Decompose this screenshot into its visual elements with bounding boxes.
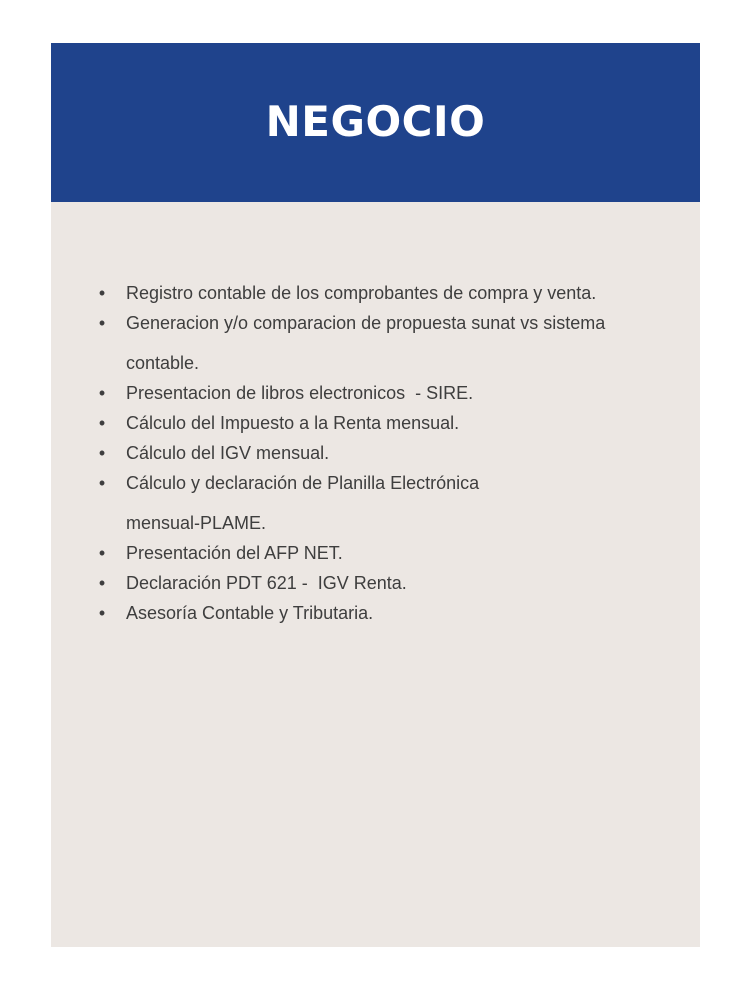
bullet-icon: • (98, 283, 106, 303)
bullet-icon: • (98, 473, 106, 493)
service-text: Registro contable de los comprobantes de compra y venta. (126, 283, 597, 303)
list-item (97, 303, 671, 383)
bullet-icon: • (98, 313, 106, 333)
service-card (51, 43, 700, 947)
bullet-icon: • (98, 383, 106, 403)
card-header (51, 43, 700, 202)
service-text: Cálculo y declaración de Planilla Electrónica mensual-PLAME. (126, 473, 480, 533)
list-item (97, 463, 546, 543)
service-text: Presentación del AFP NET. (126, 543, 343, 563)
bullet-icon: • (98, 573, 106, 593)
service-text: Declaración PDT 621 - IGV Renta. (126, 573, 407, 593)
bullet-icon: • (98, 443, 106, 463)
service-text: Presentacion de libros electronicos - SIRE. (126, 383, 474, 403)
service-text: Generacion y/o comparacion de propuesta sunat vs sistema contable. (126, 313, 606, 373)
bullet-icon: • (98, 603, 106, 623)
service-text: Cálculo del IGV mensual. (126, 443, 330, 463)
bullet-icon: • (98, 543, 106, 563)
list-item (97, 593, 677, 633)
card-title: NEGOCIO (265, 97, 486, 146)
service-text: Asesoría Contable y Tributaria. (126, 603, 374, 623)
service-list (97, 273, 677, 633)
service-text: Cálculo del Impuesto a la Renta mensual. (126, 413, 460, 433)
bullet-icon: • (98, 413, 106, 433)
